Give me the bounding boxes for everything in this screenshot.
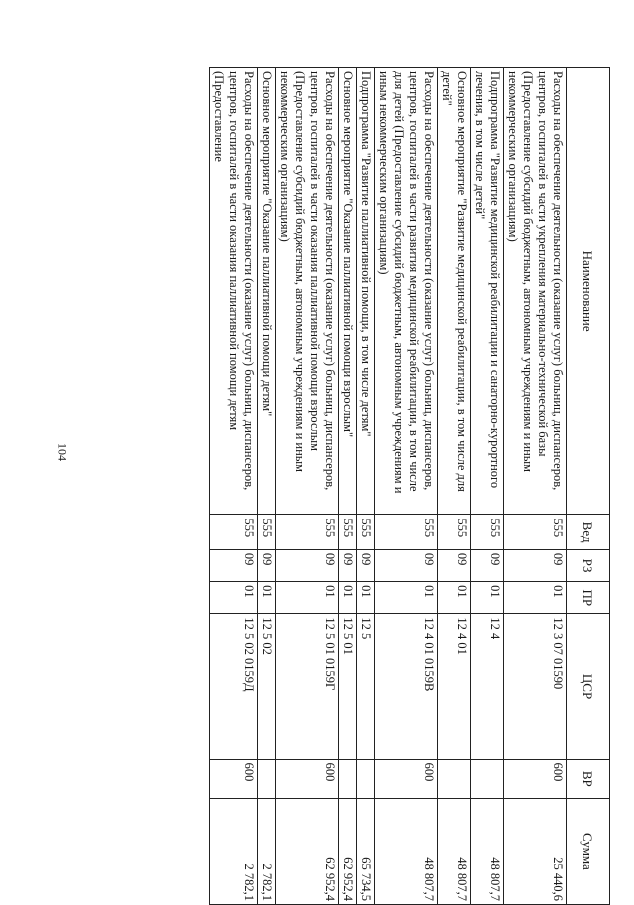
cell-ved: 555 xyxy=(504,515,567,550)
header-sum: Сумма xyxy=(567,798,610,904)
cell-vr xyxy=(357,759,375,798)
page-number: 104 xyxy=(55,443,70,461)
cell-sum: 48 807,7 xyxy=(438,798,471,904)
cell-name: Расходы на обеспечение деятельности (оказание услуг) больниц, диспансеров, центров, госпиталей в части оказания паллиативной помощи взрослым (Предоставление субсидий бюджетным, автономным учреждениям и иным некоммерческим организациям) xyxy=(276,68,339,515)
table-row xyxy=(210,68,258,905)
cell-csr: 12 5 xyxy=(357,614,375,759)
cell-pr: 01 xyxy=(438,582,471,614)
cell-ved: 555 xyxy=(339,515,357,550)
budget-table-rotated xyxy=(94,67,610,905)
table-row xyxy=(375,68,438,905)
table-row xyxy=(438,68,471,905)
cell-vr xyxy=(258,759,276,798)
cell-name: Подпрограмма "Развитие паллиативной помощи, в том числе детям" xyxy=(357,68,375,515)
cell-vr: 600 xyxy=(504,759,567,798)
cell-sum: 25 440,6 xyxy=(504,798,567,904)
cell-rz: 09 xyxy=(504,549,567,581)
cell-name: Расходы на обеспечение деятельности (оказание услуг) больниц, диспансеров, центров, госпиталей в части укрепления материально-технической базы (Предоставление субсидий бюджетным, автономным учреждениям и иным некоммерческим организациям) xyxy=(504,68,567,515)
cell-ved: 555 xyxy=(210,515,258,550)
cell-vr: 600 xyxy=(276,759,339,798)
cell-ved: 555 xyxy=(471,515,504,550)
table-row xyxy=(504,68,567,905)
cell-sum: 62 952,4 xyxy=(339,798,357,904)
cell-pr: 01 xyxy=(210,582,258,614)
table-header-row xyxy=(567,68,610,905)
header-rz: РЗ xyxy=(567,549,610,581)
cell-vr xyxy=(339,759,357,798)
table-row xyxy=(471,68,504,905)
cell-csr: 12 5 02 xyxy=(258,614,276,759)
cell-pr: 01 xyxy=(504,582,567,614)
cell-rz: 09 xyxy=(210,549,258,581)
cell-ved: 555 xyxy=(357,515,375,550)
cell-csr: 12 3 07 01590 xyxy=(504,614,567,759)
cell-rz: 09 xyxy=(339,549,357,581)
cell-sum: 2 782,1 xyxy=(210,798,258,904)
cell-ved: 555 xyxy=(438,515,471,550)
cell-pr: 01 xyxy=(339,582,357,614)
header-csr: ЦСР xyxy=(567,614,610,759)
cell-name: Основное мероприятие "Развитие медицинской реабилитации, в том числе для детей" xyxy=(438,68,471,515)
cell-csr: 12 5 02 0159Д xyxy=(210,614,258,759)
cell-vr: 600 xyxy=(210,759,258,798)
cell-name: Основное мероприятие "Оказание паллиативной помощи детям" xyxy=(258,68,276,515)
cell-sum: 48 807,7 xyxy=(471,798,504,904)
table-row xyxy=(339,68,357,905)
cell-sum: 62 952,4 xyxy=(276,798,339,904)
table-row xyxy=(357,68,375,905)
cell-csr: 12 4 01 xyxy=(438,614,471,759)
cell-csr: 12 5 01 xyxy=(339,614,357,759)
header-ved: Вед xyxy=(567,515,610,550)
header-vr: ВР xyxy=(567,759,610,798)
cell-rz: 09 xyxy=(357,549,375,581)
cell-vr xyxy=(471,759,504,798)
cell-pr: 01 xyxy=(258,582,276,614)
cell-rz: 09 xyxy=(375,549,438,581)
cell-pr: 01 xyxy=(357,582,375,614)
cell-csr: 12 4 xyxy=(471,614,504,759)
cell-sum: 2 782,1 xyxy=(258,798,276,904)
cell-ved: 555 xyxy=(276,515,339,550)
cell-name: Подпрограмма "Развитие медицинской реабилитации и санаторно-курортного лечения, в том числе детей" xyxy=(471,68,504,515)
cell-csr: 12 5 01 0159Г xyxy=(276,614,339,759)
cell-pr: 01 xyxy=(276,582,339,614)
cell-pr: 01 xyxy=(375,582,438,614)
table-row xyxy=(258,68,276,905)
cell-csr: 12 4 01 0159В xyxy=(375,614,438,759)
budget-table xyxy=(209,67,610,905)
cell-name: Основное мероприятие "Оказание паллиативной помощи взрослым" xyxy=(339,68,357,515)
table-row xyxy=(276,68,339,905)
cell-ved: 555 xyxy=(375,515,438,550)
cell-vr: 600 xyxy=(375,759,438,798)
cell-sum: 48 807,7 xyxy=(375,798,438,904)
cell-rz: 09 xyxy=(438,549,471,581)
header-name: Наименование xyxy=(567,68,610,515)
cell-name: Расходы на обеспечение деятельности (оказание услуг) больниц, диспансеров, центров, госпиталей в части развития медицинской реабилитации, в том числе для детей (Предоставление субсидий бюджетным, автономным учреждениям и иным некоммерческим организациям) xyxy=(375,68,438,515)
cell-vr xyxy=(438,759,471,798)
header-pr: ПР xyxy=(567,582,610,614)
cell-rz: 09 xyxy=(471,549,504,581)
cell-rz: 09 xyxy=(258,549,276,581)
cell-ved: 555 xyxy=(258,515,276,550)
cell-name: Расходы на обеспечение деятельности (оказание услуг) больниц, диспансеров, центров, госпиталей в части оказания паллиативной помощи детям (Предоставление xyxy=(210,68,258,515)
cell-pr: 01 xyxy=(471,582,504,614)
cell-sum: 65 734,5 xyxy=(357,798,375,904)
cell-rz: 09 xyxy=(276,549,339,581)
